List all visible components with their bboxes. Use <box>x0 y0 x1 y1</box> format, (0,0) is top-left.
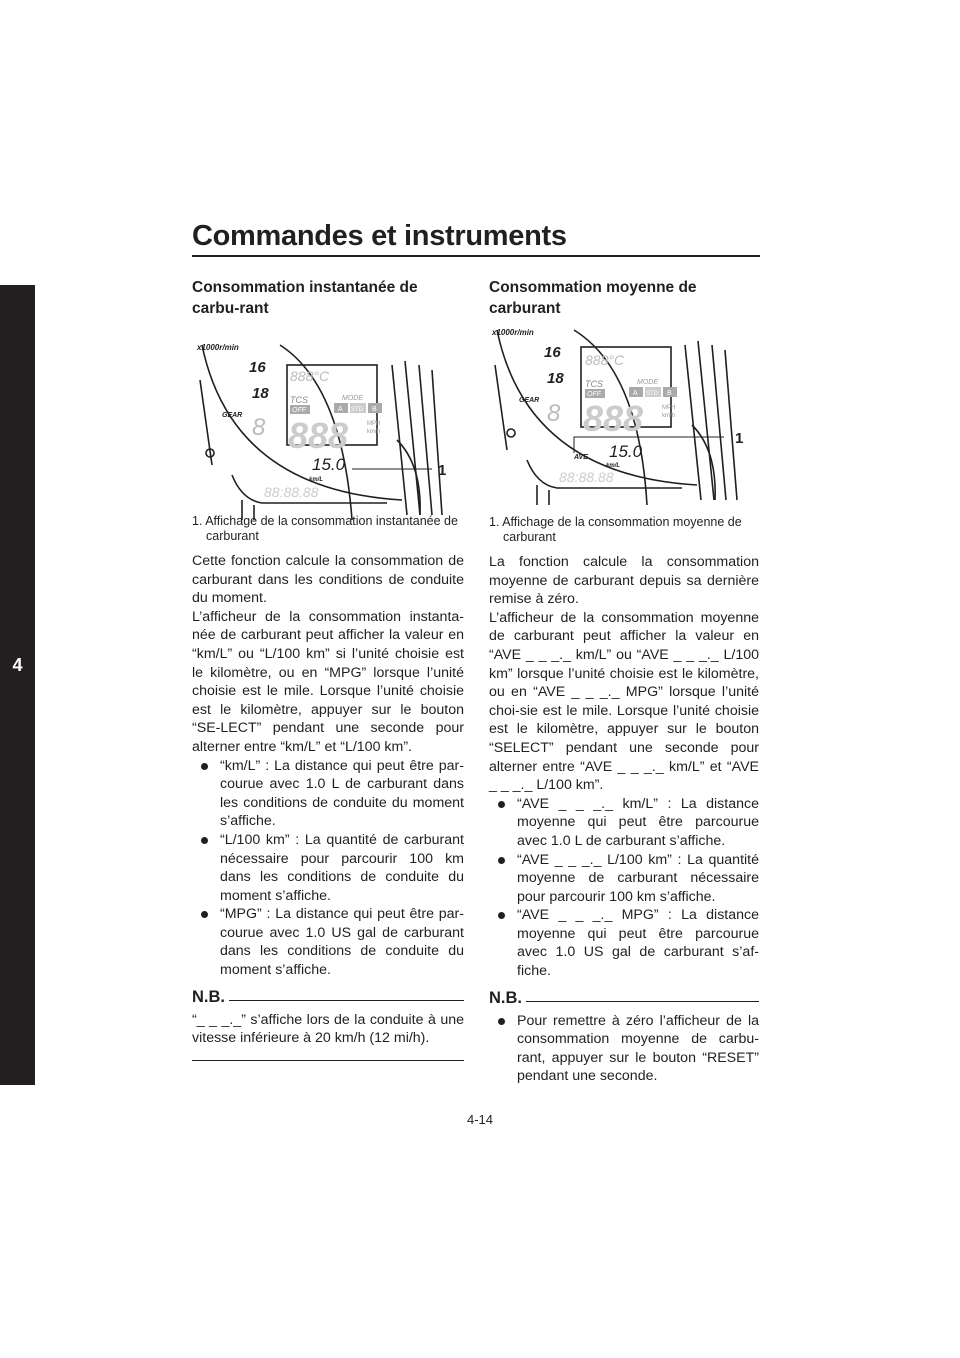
figure-caption: 1. Affichage de la consommation instantanée de carburant <box>192 514 458 543</box>
section-heading-instant: Consommation instantanée de carbu-rant <box>192 279 418 317</box>
rpm-tick-16: 16 <box>249 359 266 376</box>
title-rule <box>192 255 760 257</box>
note-label: N.B. <box>489 988 522 1007</box>
speed-readout: 888 <box>583 398 644 439</box>
dashboard-illustration <box>489 325 759 505</box>
callout-number: 1 <box>438 462 447 479</box>
tcs-label: TCS <box>290 395 308 405</box>
tcs-off-label: OFF <box>587 391 601 398</box>
kmh-label: km/h <box>367 429 381 435</box>
rpm-tick-18: 18 <box>547 370 564 387</box>
list-item: “AVE _ _ _._ MPG” : La distance moyenne qui peut être parcourue avec 1.0 US gal de carburant s’af-fiche. <box>517 907 759 980</box>
callout-number: 1 <box>735 430 744 447</box>
paragraph: La fonction calcule la consommation moyenne de carburant depuis sa dernière remise à zéro. <box>489 554 759 608</box>
gear-digit: 8 <box>252 414 266 441</box>
figure-caption: 1. Affichage de la consommation moyenne de carburant <box>489 515 742 544</box>
mode-a: A <box>338 406 343 413</box>
ave-label: AVE <box>574 454 588 461</box>
mode-std: STD <box>351 407 363 413</box>
fuel-consumption-readout: 15.0 <box>609 442 643 461</box>
fuel-consumption-readout: 15.0 <box>312 455 346 474</box>
figure-instant-display <box>192 325 464 520</box>
temperature-readout: 888°C <box>290 368 330 384</box>
mph-label: MPH <box>367 421 381 427</box>
temperature-readout: 888°C <box>585 352 625 368</box>
page-number: 4-14 <box>466 1112 494 1127</box>
paragraph: L’afficheur de la consommation instanta-née de carburant peut afficher la valeur en “km/L” ou “L/100 km” si l’unité choisie est le kilomètre, ou en “MPG” lorsque l’unité choisie est le mile. Lorsque l’unité choisie est le kilomètre, appuyer sur le bouton “SE-LECT” pendant une seconde pour alterner entre “km/L” et “L/100 km”. <box>192 608 464 755</box>
bullet-list <box>489 795 759 981</box>
mode-b: B <box>667 390 672 397</box>
list-item: “km/L” : La distance qui peut être par-courue avec 1.0 L de carburant dans les conditions de conduite du moment s’affiche. <box>220 757 464 830</box>
mode-label: MODE <box>342 395 363 402</box>
right-column <box>489 277 759 1086</box>
fuel-unit-label: km/L <box>606 463 621 469</box>
fuel-unit-label: km/L <box>309 477 324 483</box>
clock-readout: 88:88.88 <box>559 469 614 485</box>
clock-readout: 88:88.88 <box>264 484 319 500</box>
paragraph: L’afficheur de la consommation moyenne de carburant peut afficher la valeur en “AVE _ _ _._ km/L” ou “AVE _ _ _._ L/100 km” lorsque l’unité choisie est le kilomètre, ou en “AVE _ _ _._ MPG” lorsque l’unité choi-sie est le mile. Lorsque l’unité choisie est le kilomètre, appuyer sur le bouton “SELECT” pendant une seconde pour alterner entre “AVE _ _ _._ km/L” et “AVE _ _ _._ L/100 km”. <box>489 609 759 794</box>
mode-a: A <box>633 390 638 397</box>
kmh-label: km/h <box>662 413 676 419</box>
note-label: N.B. <box>192 987 225 1006</box>
rpm-unit-label: x1000r/min <box>492 328 534 337</box>
mph-label: MPH <box>662 405 676 411</box>
speed-readout: 888 <box>288 415 349 456</box>
figure-average-display <box>489 325 759 505</box>
gear-label: GEAR <box>519 397 540 404</box>
chapter-number: 4 <box>12 655 23 675</box>
list-item: “MPG” : La distance qui peut être par-courue avec 1.0 US gal de carburant dans les conditions de conduite du moment s’affiche. <box>220 906 464 979</box>
dashboard-illustration <box>192 325 464 520</box>
list-item: “AVE _ _ _._ km/L” : La distance moyenne qui peut être parcourue avec 1.0 L de carburant s’affiche. <box>517 795 759 849</box>
note-end-rule <box>192 1060 464 1061</box>
chapter-tab <box>0 285 35 1085</box>
rpm-tick-16: 16 <box>544 344 561 361</box>
tcs-label: TCS <box>585 379 603 389</box>
note-header <box>489 989 759 1008</box>
list-item: “AVE _ _ _._ L/100 km” : La quantité moyenne de carburant nécessaire pour parcourir 100 km s’affiche. <box>517 851 759 905</box>
note-text: “_ _ _._” s’affiche lors de la conduite à une vitesse inférieure à 20 km/h (12 mi/h). <box>192 1011 464 1047</box>
rpm-unit-label: x1000r/min <box>197 343 239 352</box>
note-header <box>192 988 464 1007</box>
note-bullet-list <box>489 1012 759 1086</box>
section-heading-average: Consommation moyenne de carburant <box>489 279 697 317</box>
gear-label: GEAR <box>222 412 243 419</box>
mode-label: MODE <box>637 379 658 386</box>
gear-digit: 8 <box>547 400 561 427</box>
list-item: “L/100 km” : La quantité de carburant nécessaire pour parcourir 100 km dans les conditions de conduite du moment s’affiche. <box>220 831 464 904</box>
mode-std: STD <box>646 391 658 397</box>
mode-b: B <box>372 406 377 413</box>
page-title: Commandes et instruments <box>192 220 567 252</box>
rpm-tick-18: 18 <box>252 385 269 402</box>
list-item: Pour remettre à zéro l’afficheur de la consommation moyenne de carbu-rant, appuyer sur le bouton “RESET” pendant une seconde. <box>517 1012 759 1085</box>
bullet-list <box>192 757 464 980</box>
left-column <box>192 277 464 1061</box>
tcs-off-label: OFF <box>292 407 306 414</box>
paragraph: Cette fonction calcule la consommation de carburant dans les conditions de conduite du moment. <box>192 553 464 607</box>
